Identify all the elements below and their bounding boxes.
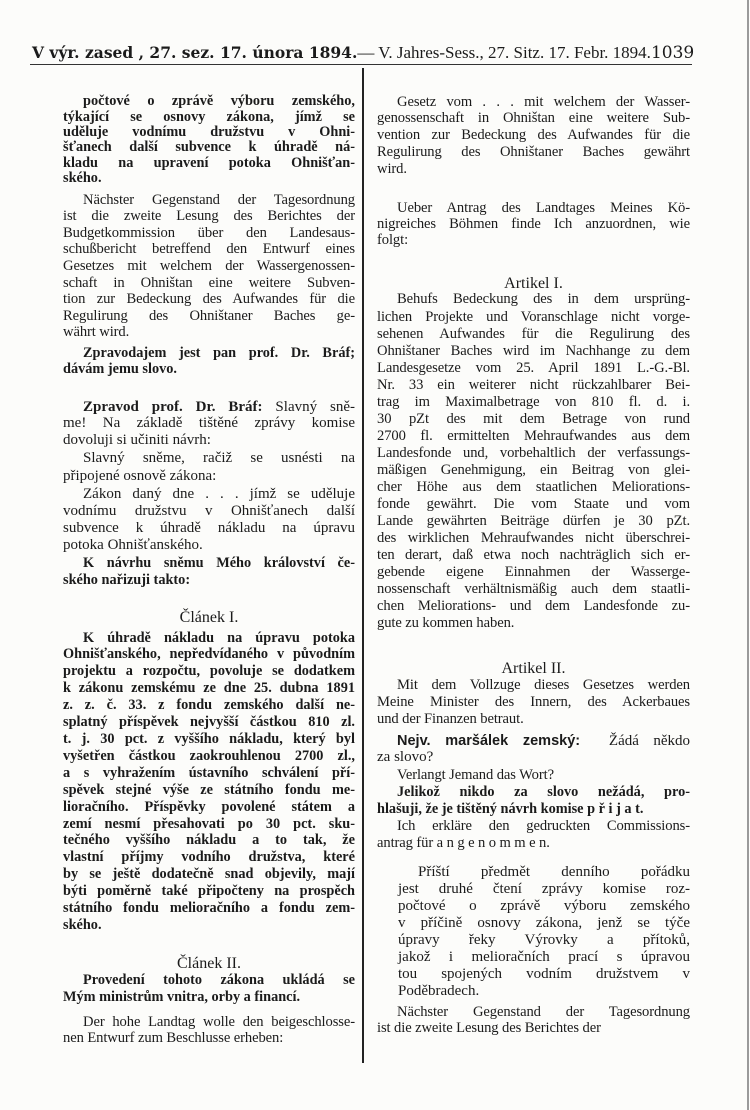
text-line: by se ještě dodatečně snad objevily, mají [63, 866, 355, 883]
text-line: lichen Projekte und Voranschlage nicht vorge- [377, 308, 690, 325]
speaker-label: Zpravod prof. Dr. Bráf: [83, 398, 263, 415]
section-heading [377, 275, 690, 292]
text-line: ského. [63, 916, 102, 933]
text-line: gebende eigene Einnahmen der Wasserge- [377, 564, 690, 581]
text-line: Nächster Gegenstand der Tagesordnung [397, 1003, 690, 1020]
text-line: vyšetřen částkou zaokrouhlenou 2700 zl., [63, 747, 355, 764]
text-line: týkající se osnovy zákona, jímž se [63, 108, 355, 125]
scan-edge [747, 0, 749, 1110]
text-line: Landesgesetze vom 25. April 1891 L.-G.-Bl. [377, 359, 690, 376]
text-line: Gesetzes mit welchem der Wassergenossen- [63, 258, 355, 275]
text-line: býti poměrně také připočteny na prospěch [63, 883, 355, 900]
text-line: cher Höhe aus dem staatlichen Meliorations- [377, 478, 690, 495]
page-number: 1039 [650, 43, 695, 63]
text-line: připojené osnově zákona: [63, 468, 217, 484]
paragraph [377, 784, 690, 818]
text-line: vention zur Bedeckung des Aufwandes für die [377, 127, 690, 144]
text-line: Ohnišťanského, nepředvídaného v původním [63, 646, 355, 663]
text-line: Artikel II. [501, 659, 566, 677]
text-line: Příští předmět denního pořádku [418, 863, 690, 880]
text-line: uděluje vodnímu družstvu v Ohni- [63, 123, 355, 140]
text-line: Der hohe Landtag wolle den beigeschlosse- [83, 1014, 355, 1031]
text-line: spěvek stejné výše ze státního fondu me- [63, 781, 355, 798]
column-divider [362, 68, 364, 1063]
text-line: jakož i melioračních prací s úpravou [398, 948, 690, 965]
text-line: t. j. 30 pct. z vyššího nákladu, který byl [63, 730, 355, 747]
paragraph [377, 818, 690, 852]
text-line: antrag für a n g e n o m m e n. [377, 834, 550, 851]
text-line: Článek II. [177, 954, 241, 972]
text-line: jest druhé čtení zprávy komise roz- [398, 880, 690, 897]
paragraph [63, 449, 355, 485]
text-line: trag im Maximalbetrage von 810 fl. d. i. [377, 393, 690, 410]
text-line: Gesetz vom . . . mit welchem der Wasser- [397, 93, 690, 110]
header-czech: V výr. zased , 27. sez. 17. února 1894. [32, 43, 358, 62]
paragraph [63, 94, 355, 186]
text-line: tečného vyššího nákladu a to tak, že [63, 832, 355, 849]
text-line: Regulirung des Ohništaner Baches ge- [63, 307, 355, 324]
text-line: dávám jemu slovo. [63, 361, 177, 377]
paragraph [398, 864, 690, 1000]
text-line: Lande gewährten Beiträge dürfen je 30 pZt. [377, 513, 690, 530]
speaker-text: Žádá někdo [580, 733, 690, 749]
text-line: za slovo? [377, 749, 434, 765]
text-line: k zákonu zemskému ze dne 25. dubna 1891 [63, 680, 355, 697]
text-line: ského nařizuji takto: [63, 571, 191, 588]
header-german: — V. Jahres-Sess., 27. Sitz. 17. Febr. 1894. [357, 43, 651, 62]
paragraph [63, 555, 355, 589]
text-line: mäßigen Genehmigung, ein Beitrag von glei- [377, 461, 690, 478]
text-line: nen Entwurf zum Beschlusse erheben: [63, 1029, 284, 1046]
text-line: K návrhu sněmu Mého království če- [83, 554, 355, 571]
text-line: des wirklichen Mehraufwandes nicht überschrei- [377, 530, 690, 547]
text-line: a s vyhražením ústavního schválení pří- [63, 764, 355, 781]
paragraph [63, 399, 355, 449]
text-line: šťanech další subvence k úhradě ná- [63, 139, 355, 156]
text-line: folgt: [377, 232, 409, 248]
speaker-label: Nejv. maršálek zemský: [397, 733, 581, 749]
text-line: počtové o zprávě výboru zemského [398, 897, 690, 914]
paragraph [377, 767, 690, 784]
text-line: genossenschaft in Ohništan eine weitere Sub- [377, 110, 690, 127]
text-line: K úhradě nákladu na úpravu potoka [83, 629, 355, 646]
text-line: Budgetkommission über den Landesaus- [63, 224, 355, 241]
paragraph [377, 291, 690, 632]
text-line: v příčině osnovy zákona, jenž se týče [398, 914, 690, 931]
text-line: Behufs Bedeckung des in dem ursprüng- [397, 291, 690, 308]
text-line: státního fondu melioračního a fondu zem- [63, 900, 355, 917]
paragraph [63, 630, 355, 934]
text-line: Článek I. [179, 608, 239, 626]
paragraph [63, 972, 355, 1006]
text-line: Jelikož nikdo za slovo nežádá, pro- [397, 783, 690, 800]
speaker-text: Slavný sně- [262, 398, 355, 415]
running-header [32, 43, 695, 63]
section-heading [63, 609, 355, 626]
paragraph [377, 677, 690, 728]
text-line: 30 pZt des mit dem Betrage von rund [377, 410, 690, 427]
text-line: splatný příspěvek nejvyšší částkou 810 zl. [63, 714, 355, 731]
text-line: Meine Minister des Innern, des Ackerbaues [377, 693, 690, 710]
text-line: subvence k úhradě nákladu na úpravu [63, 519, 355, 536]
text-line: Zákon daný dne . . . jímž se uděluje [83, 485, 355, 502]
text-line: Nr. 33 ein weiterer nicht rückzahlbarer Bei- [377, 376, 690, 393]
text-line: ten derart, daß etwa noch nachträglich sich er- [377, 547, 690, 564]
text-line: dovoluji si učiniti návrh: [63, 431, 211, 448]
text-line: kladu na upravení potoka Ohnišťan- [63, 154, 355, 171]
text-line: Verlangt Jemand das Wort? [397, 766, 554, 783]
text-line: Ich erkläre den gedruckten Commissions- [397, 817, 690, 834]
paragraph [63, 345, 355, 377]
text-line: Artikel I. [504, 274, 563, 292]
text-line: Provedení tohoto zákona ukládá se [83, 971, 355, 988]
paragraph [63, 486, 355, 554]
text-line: Ohništaner Baches wird im Nachhange zu dem [377, 342, 690, 359]
text-line: lioračního. Příspěvky povolené státem a [63, 798, 355, 815]
text-line: währt wird. [63, 324, 130, 341]
paragraph [63, 192, 355, 341]
paragraph [377, 733, 690, 765]
text-line: fonde gewährt. Die vom Staate und vom [377, 496, 690, 513]
text-line: Slavný sněme, račiž se usnésti na [83, 450, 355, 466]
text-line: Poděbradech. [398, 982, 480, 999]
text-line: sehenen Aufwandes für die Regulirung des [377, 325, 690, 342]
text-line [63, 399, 355, 416]
text-line: z. z. č. 33. z fondu zemského další ne- [63, 697, 355, 714]
text-line: schußbericht betreffend den Entwurf eines [63, 241, 355, 258]
paragraph [377, 1004, 690, 1037]
paragraph [377, 94, 690, 178]
text-line: vlastní příjmy vodního družstva, které [63, 849, 355, 866]
text-line: 2700 fl. ermittelten Mehraufwandes aus dem [377, 427, 690, 444]
text-line: Regulirung des Ohništaner Baches gewährt [377, 143, 690, 160]
text-line: Landesfonde und, vorbehaltlich der verfassungs- [377, 444, 690, 461]
text-line: úpravy řeky Výrovky a přítoků, [398, 931, 690, 948]
text-line: schaft in Ohništan eine weitere Subven- [63, 274, 355, 291]
text-line: ist die zweite Lesung des Berichtes der [63, 208, 355, 225]
text-line: projektu a rozpočtu, povoluje se dodatkem [63, 663, 355, 680]
text-line: wird. [377, 160, 407, 177]
text-line: Ueber Antrag des Landtages Meines Kö- [397, 200, 690, 216]
text-line: počtové o zprávě výboru zemského, [83, 93, 355, 110]
text-line: Nächster Gegenstand der Tagesordnung [83, 191, 355, 208]
text-line [377, 733, 690, 749]
text-line: chen Meliorations- und dem Landesfonde zu- [377, 598, 690, 615]
text-line: vodnímu družstvu v Ohnišťanech další [63, 502, 355, 519]
text-line: nigreiches Böhmen finde Ich anzuordnen, wie [377, 216, 690, 232]
text-line: tou spojených vodním družstvem v [398, 965, 690, 982]
text-line: ského. [63, 169, 102, 186]
text-line: potoka Ohnišťanského. [63, 536, 203, 553]
paragraph [63, 1015, 355, 1046]
section-heading [377, 660, 690, 677]
text-line: Mým ministrům vnitra, orby a financí. [63, 988, 301, 1005]
text-line: ist die zweite Lesung des Berichtes der [377, 1020, 601, 1037]
text-line: tion zur Bedeckung des Aufwandes für die [63, 291, 355, 308]
text-line: und der Finanzen betraut. [377, 710, 524, 727]
text-line: gute zu kommen haben. [377, 615, 515, 632]
text-line: nossenschaft verhältnismäßig auch dem staatli- [377, 581, 690, 598]
text-line: Zpravodajem jest pan prof. Dr. Bráf; [83, 345, 355, 361]
header-rule [30, 64, 692, 65]
text-line: hlašuji, že je tištěný návrh komise p ř i j a t. [377, 800, 644, 817]
text-line: Mit dem Vollzuge dieses Gesetzes werden [397, 676, 690, 693]
text-line: me! Na základě tištěné zprávy komise [63, 415, 355, 432]
section-heading [63, 955, 355, 972]
paragraph [377, 200, 690, 248]
text-line: zemí nesmí přesahovati po 30 pct. sku- [63, 815, 355, 832]
